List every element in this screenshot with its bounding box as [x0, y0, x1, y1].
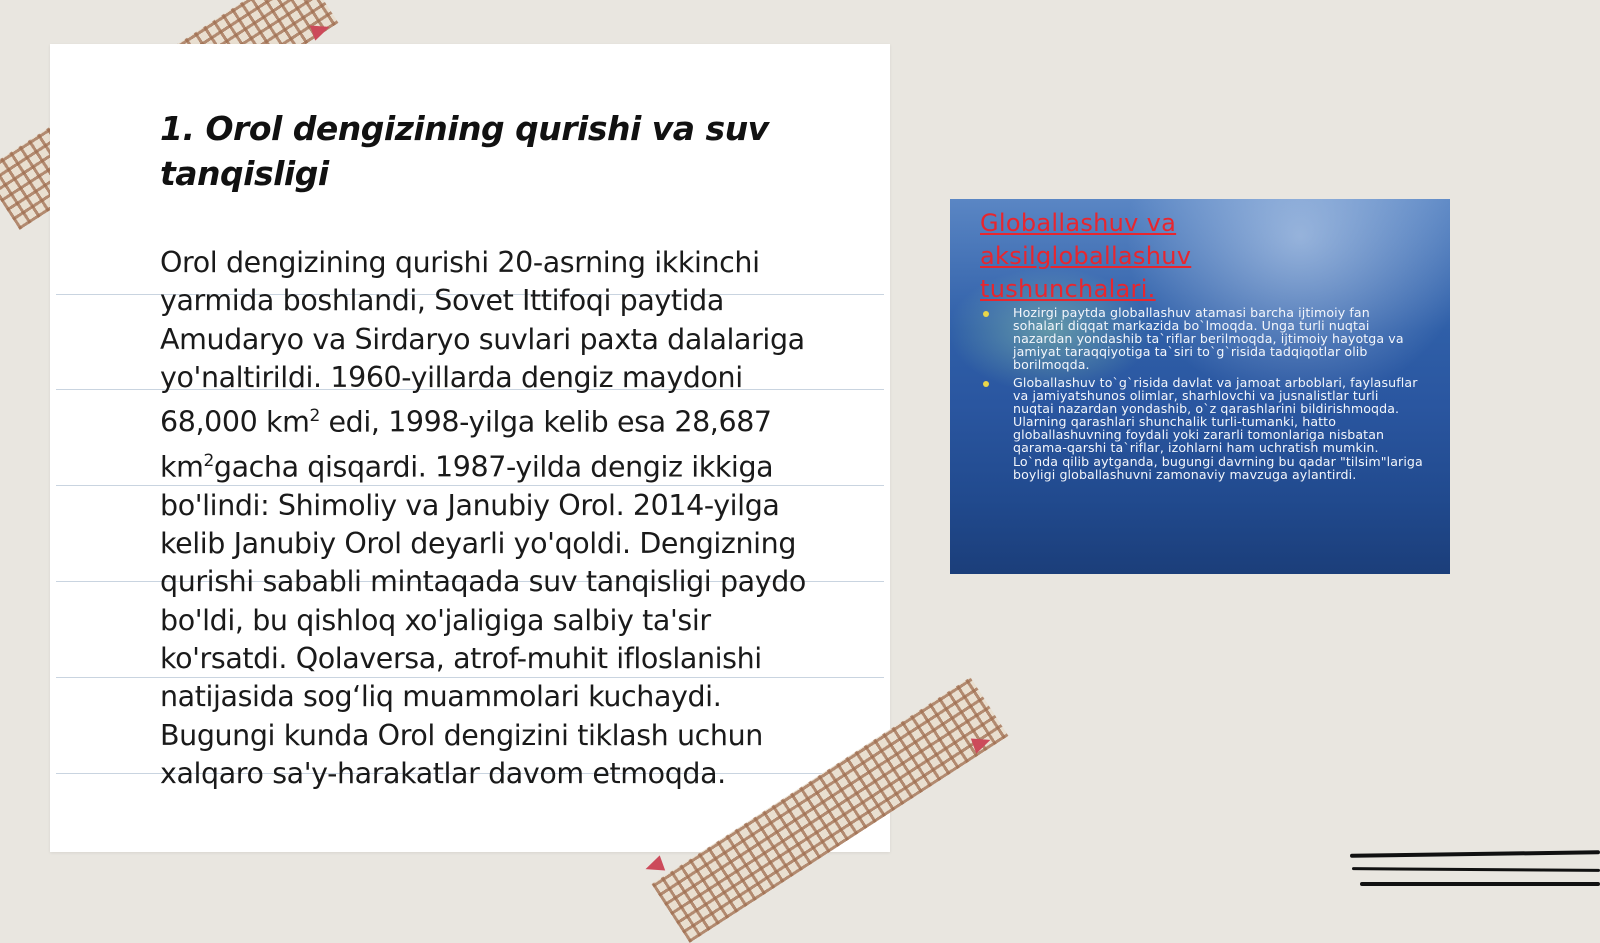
body-text-part-2: edi, 1998-yilga kelib esa 28,687 km — [160, 405, 772, 484]
superscript-2: 2 — [203, 450, 214, 471]
note-paper — [50, 44, 890, 852]
body-text-part-3: gacha qisqardi. 1987-yilda dengiz ikkiga bo'lindi: Shimoliy va Janubiy Orol. 2014-yilga kelib Janubiy Orol deyarli yo'qoldi. Dengizning qurishi sababli mintaqada suv tanqisligi paydo bo'ldi, bu qishloq xo'jaligiga salbiy ta'sir ko'rsatdi. Qolaversa, atrof-muhit ifloslanishi natijasida sog‘liq muammolari kuchaydi. Bugungi kunda Orol dengizini tiklash uchun xalqaro sa'y-harakatlar davom etmoqda. — [160, 450, 806, 790]
body-paragraph — [160, 244, 840, 793]
bullet-icon — [983, 381, 989, 387]
slide-paragraph: Globallashuv to`g`risida davlat va jamoat arboblari, faylasuflar va jamiyatshunos olimlar, sharhlovchi va jusnalistlar turli nuqtai nazardan yondashib, o`z qarashlarini bildirishmoqda. Ularning qarashlari shunchalik turli-tumanki, hatto globallashuvning foydali yoki zararli tomonlariga nisbatan qarama-qarshi ta`riflar, izohlarni ham uchratish mumkin. Lo`nda qilib aytganda, bugungi davrning bu qadar "tilsim"lariga boyligi globallashuvni zamonaviy mavzuga aylantirdi. — [1013, 375, 1423, 482]
slide-paragraph: Hozirgi paytda globallashuv atamasi barcha ijtimoiy fan sohalari diqqat markazida bo`lmoqda. Unga turli nuqtai nazardan yondashib ta`riflar berilmoqda, ijtimoiy hayotga va jamiyat taraqqiyotiga ta`siri to`g`risida tadqiqotlar olib borilmoqda. — [1013, 305, 1404, 373]
slide-image — [950, 199, 1450, 574]
bullet-icon — [983, 311, 989, 317]
page-title: 1. Orol dengizining qurishi va suv tanqisligi — [160, 109, 769, 193]
body-text-part-1: Orol dengizining qurishi 20-asrning ikkinchi yarmida boshlandi, Sovet Ittifoqi paytida Amudaryo va Sirdaryo suvlari paxta dalalariga yo'naltirildi. 1960-yillarda dengiz maydoni 68,000 km — [160, 246, 805, 439]
brush-stroke — [1360, 882, 1600, 886]
tape-tip-icon — [643, 855, 665, 876]
brush-stroke — [1352, 867, 1600, 872]
brush-stroke — [1350, 850, 1600, 857]
superscript-2: 2 — [309, 406, 320, 427]
slide-title: Globallashuv va aksilgloballashuv tushunchalari. — [980, 209, 1192, 303]
